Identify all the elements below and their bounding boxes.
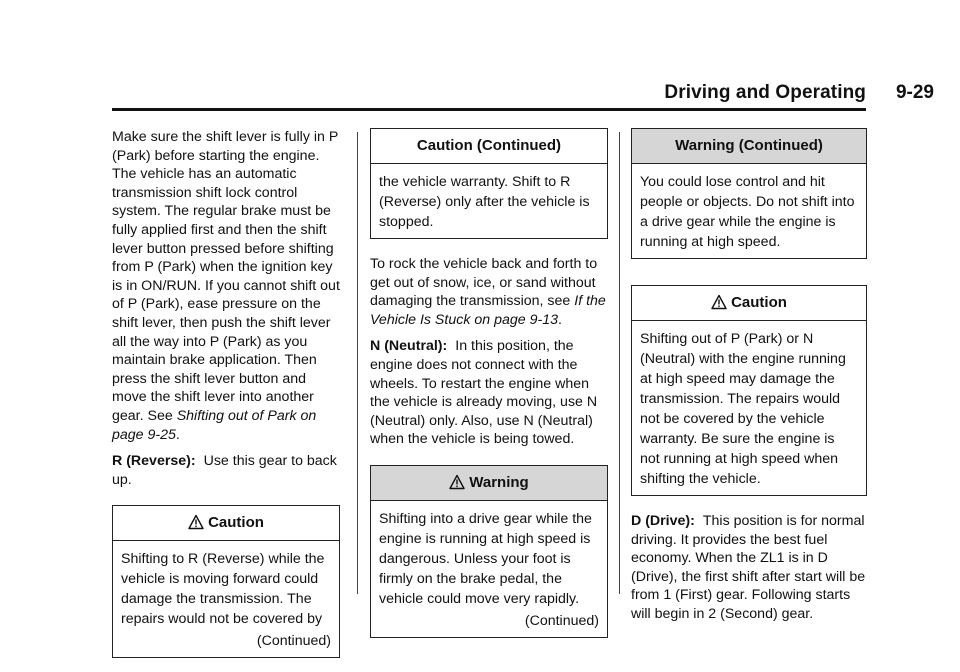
caution-box-2-body: Shifting out of P (Park) or N (Neutral) with the engine running at high speed may damage the transmission. The repairs would not be covered by the vehicle warranty. Be sure the engine is not running at high speed when shifting the vehicle.: [640, 331, 846, 487]
reverse-text: Use this gear to back up.: [112, 453, 337, 488]
caution-box: [112, 505, 340, 658]
continued-label: (Continued): [256, 633, 331, 650]
shift-lock-text: Make sure the shift lever is fully in P (Park) before starting the engine. The vehicle has an automatic transmission shift lock control system. The regular brake must be fully applied first and then the shift lever button pressed before shifting from P (Park) when the ignition key is in ON/RUN. If you cannot shift out of P (Park), ease pressure on the shift lever, then push the shift lever all the way into P (Park) as you maintain brake application. Then press the shift lever button and move the shift lever into another gear. See: [112, 129, 340, 424]
continued-label: (Continued): [524, 612, 599, 629]
caution-continued-box: [370, 128, 608, 239]
column-3: [631, 128, 867, 632]
neutral-term: N (Neutral):: [370, 338, 448, 355]
caution-2-title: Caution: [731, 294, 787, 311]
header-rule: [112, 108, 866, 111]
reverse-paragraph: [112, 452, 340, 489]
vehicle-stuck-link[interactable]: If the Vehicle Is Stuck on page 9-13: [370, 293, 606, 328]
reverse-term: R (Reverse):: [112, 453, 196, 470]
warning-symbol-icon: [188, 514, 204, 530]
caution-box-2-header: [632, 286, 866, 321]
caution-title: Caution: [208, 514, 264, 532]
caution-continued-body: the vehicle warranty. Shift to R (Reverse) only after the vehicle is stopped.: [379, 174, 590, 230]
warning-continued-header: Warning (Continued): [632, 129, 866, 164]
warning-box-header: [371, 466, 607, 501]
warning-box-body: [371, 501, 607, 637]
rock-vehicle-paragraph: [370, 255, 608, 329]
warning-symbol-icon: [711, 294, 727, 310]
neutral-text: In this position, the engine does not connect with the wheels. To restart the engine when the vehicle is already moving, use N (Neutral) only. Also, use N (Neutral) when the vehicle is being towed.: [370, 338, 598, 448]
column-divider-1: [357, 132, 358, 594]
drive-text: This position is for normal driving. It provides the best fuel economy. When the ZL1 is in D (Drive), the first shift after start will be from 1 (First) gear. Following starts will begin in 2 (Second) gear.: [631, 513, 866, 622]
para-end: .: [175, 426, 180, 443]
warning-symbol-icon: [449, 474, 465, 490]
caution-box-2: [631, 285, 867, 496]
column-2: [370, 128, 608, 638]
drive-paragraph: [631, 512, 867, 624]
section-title: Driving and Operating: [664, 82, 866, 103]
warning-continued-body: You could lose control and hit people or objects. Do not shift into a drive gear while the engine is running at high speed.: [640, 174, 855, 250]
warning-title: Warning: [469, 473, 529, 491]
warning-continued-box: [631, 128, 867, 259]
caution-box-body: [113, 541, 339, 657]
caution-continued-header: Caution (Continued): [371, 129, 607, 164]
warning-body-text: Shifting into a drive gear while the engine is running at high speed is dangerous. Unless your foot is firmly on the brake pedal, the vehicle could move very rapidly.: [379, 510, 592, 607]
caution-box-header: [113, 506, 339, 541]
para-end: .: [557, 311, 562, 328]
drive-term: D (Drive):: [631, 513, 695, 529]
column-divider-2: [619, 132, 620, 594]
neutral-paragraph: [370, 337, 608, 449]
page-number: 9-29: [895, 82, 934, 103]
column-1: [112, 128, 340, 658]
rock-text: To rock the vehicle back and forth to get out of snow, ice, or sand without damaging the transmission, see: [370, 256, 598, 310]
caution-body-text: Shifting to R (Reverse) while the vehicle is moving forward could damage the transmission. The repairs would not be covered by: [121, 551, 325, 628]
shift-lock-paragraph: [112, 128, 340, 444]
shifting-out-of-park-link[interactable]: Shifting out of Park on page 9-25: [112, 407, 317, 443]
warning-box: [370, 465, 608, 638]
